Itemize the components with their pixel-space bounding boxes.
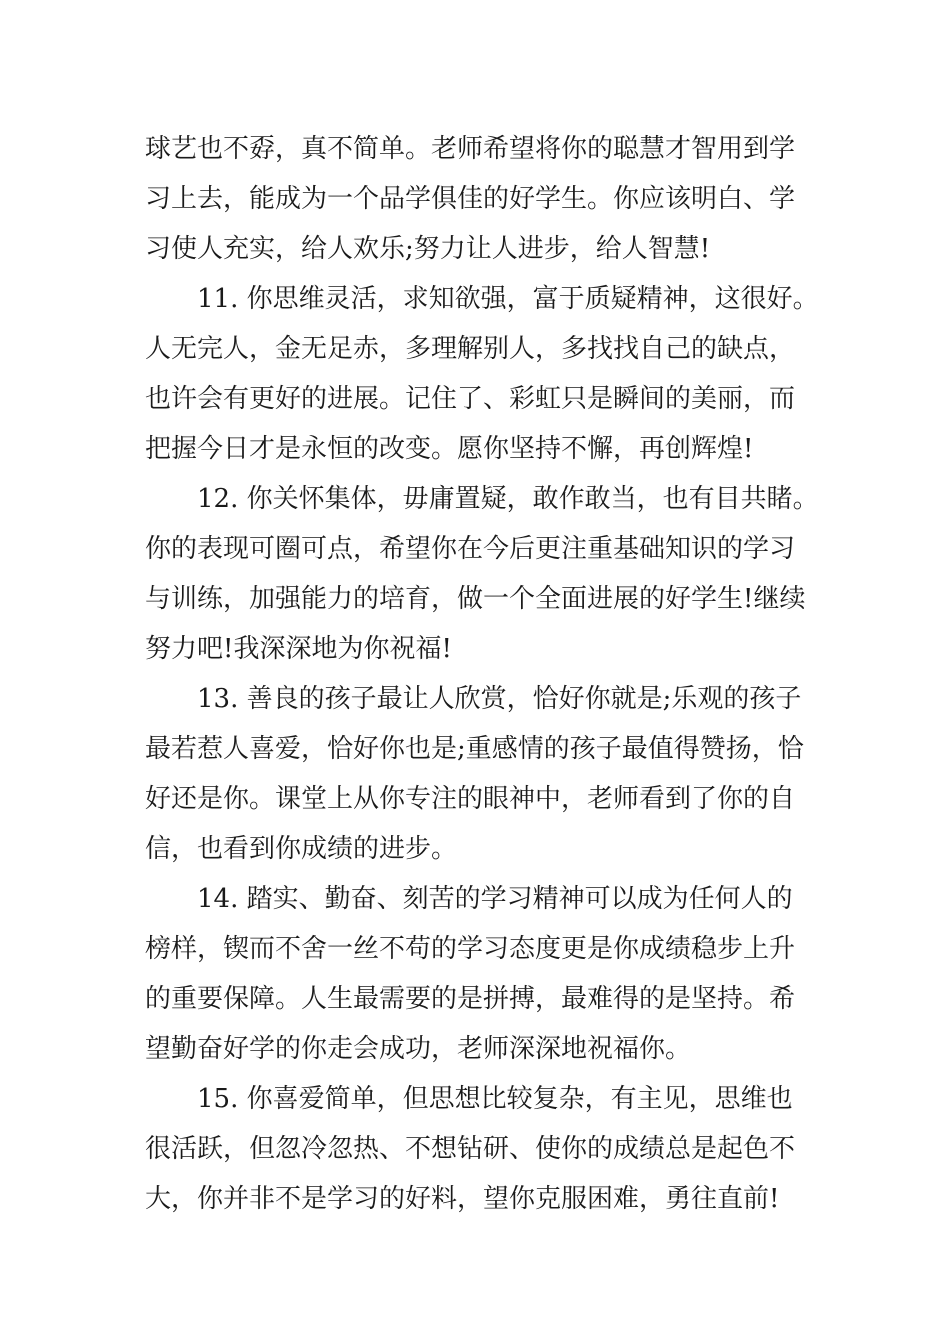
text-line: 大，你并非不是学习的好料，望你克服困难，勇往直前! (145, 1184, 780, 1214)
paragraph-13-start: 13. 善良的孩子最让人欣赏，恰好你就是;乐观的孩子 (197, 684, 802, 714)
text-line: 球艺也不孬，真不简单。老师希望将你的聪慧才智用到学 (145, 134, 796, 164)
paragraph-11-start: 11. 你思维灵活，求知欲强，富于质疑精神，这很好。 (197, 284, 819, 314)
text-line: 习使人充实，给人欢乐;努力让人进步，给人智慧! (145, 234, 711, 264)
paragraph-14-start: 14. 踏实、勤奋、刻苦的学习精神可以成为任何人的 (197, 884, 793, 914)
text-line: 好还是你。课堂上从你专注的眼神中，老师看到了你的自 (145, 784, 796, 814)
text-line: 把握今日才是永恒的改变。愿你坚持不懈，再创辉煌! (145, 434, 754, 464)
text-line: 很活跃，但忽冷忽热、不想钻研、使你的成绩总是起色不 (145, 1134, 796, 1164)
text-line: 望勤奋好学的你走会成功，老师深深地祝福你。 (145, 1034, 692, 1064)
text-line: 也许会有更好的进展。记住了、彩虹只是瞬间的美丽，而 (145, 384, 796, 414)
text-line: 努力吧!我深深地为你祝福! (145, 634, 452, 664)
paragraph-15-start: 15. 你喜爱简单，但思想比较复杂，有主见，思维也 (197, 1084, 793, 1114)
text-line: 信，也看到你成绩的进步。 (145, 834, 458, 864)
text-line: 习上去，能成为一个品学俱佳的好学生。你应该明白、学 (145, 184, 796, 214)
text-line: 人无完人，金无足赤，多理解别人，多找找自己的缺点， (145, 334, 796, 364)
text-line: 榜样，锲而不舍一丝不苟的学习态度更是你成绩稳步上升 (145, 934, 796, 964)
text-line: 与训练，加强能力的培育，做一个全面进展的好学生!继续 (145, 584, 806, 614)
text-line: 你的表现可圈可点，希望你在今后更注重基础知识的学习 (145, 534, 796, 564)
paragraph-12-start: 12. 你关怀集体，毋庸置疑，敢作敢当，也有目共睹。 (197, 484, 819, 514)
text-line: 最若惹人喜爱，恰好你也是;重感情的孩子最值得赞扬，恰 (145, 734, 804, 764)
text-line: 的重要保障。人生最需要的是拼搏，最难得的是坚持。希 (145, 984, 796, 1014)
